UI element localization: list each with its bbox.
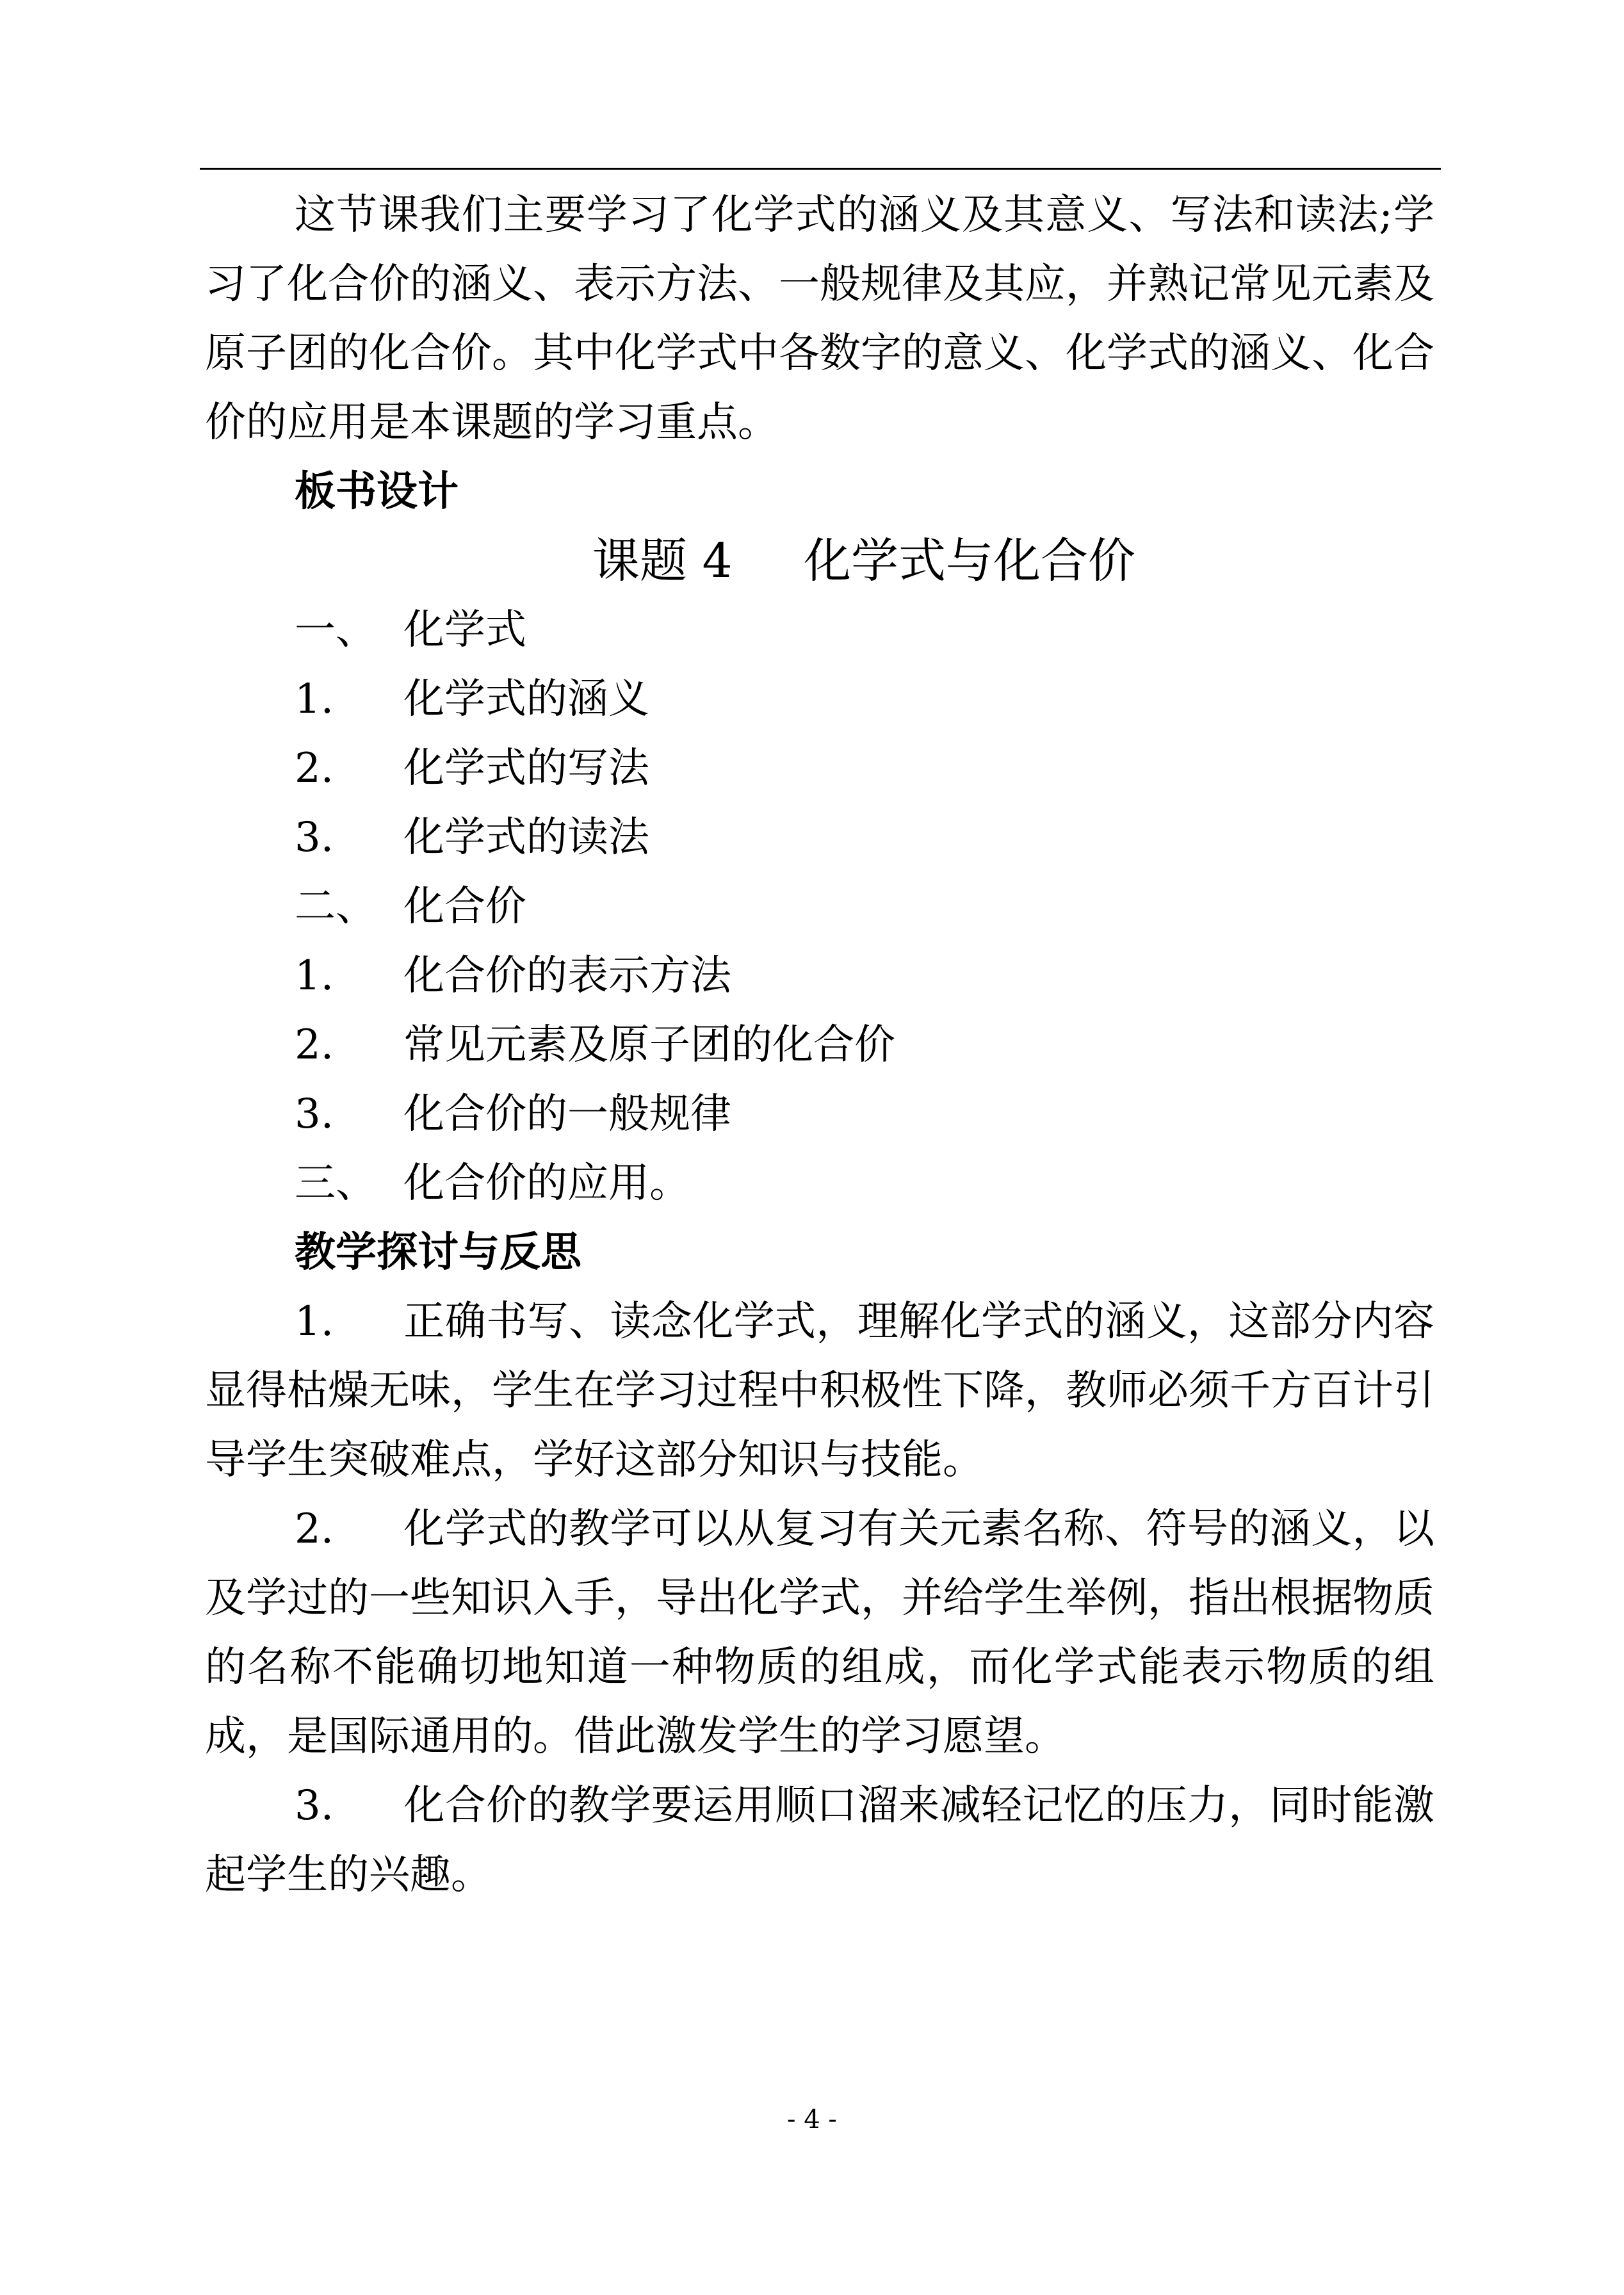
board-title-text: 化学式与化合价 — [804, 533, 1135, 588]
header-rule — [200, 168, 1441, 170]
reflection-heading: 教学探讨与反思 — [295, 1228, 581, 1276]
reflection-marker: 3. — [295, 1782, 334, 1829]
reflection-text: 化学式的教学可以从复习有关元素名称、符号的涵义，以及学过的一些知识入手，导出化学式，并给学生举例，指出根据物质的名称不能确切地知道一种物质的组成，而化学式能表示物质的组成，是国际通用的。借此激发学生的学习愿望。 — [205, 1505, 1434, 1760]
reflection-text: 化合价的教学要运用顺口溜来减轻记忆的压力，同时能激起学生的兴趣。 — [205, 1782, 1434, 1899]
outline-item — [205, 734, 1434, 803]
outline-item — [205, 596, 1434, 665]
outline-marker: 3. — [295, 814, 334, 861]
outline-text: 化学式的涵义 — [403, 676, 649, 723]
outline-item — [205, 872, 1434, 941]
board-title — [205, 526, 1434, 596]
board-title-number: 课题 4 — [592, 533, 733, 588]
reflection-text: 正确书写、读念化学式，理解化学式的涵义，这部分内容显得枯燥无味，学生在学习过程中积极性下降，教师必须千方百计引导学生突破难点，学好这部分知识与技能。 — [205, 1298, 1434, 1484]
outline-item — [205, 1010, 1434, 1080]
outline-text: 化学式 — [403, 606, 526, 654]
outline-item — [205, 665, 1434, 734]
outline-item — [205, 1149, 1434, 1218]
outline-text: 化合价的一般规律 — [403, 1091, 731, 1138]
outline-text: 常见元素及原子团的化合价 — [403, 1021, 895, 1069]
outline-marker: 3. — [295, 1091, 334, 1138]
outline-marker: 一、 — [295, 606, 377, 654]
outline-marker: 1. — [295, 676, 334, 723]
reflection-marker: 2. — [295, 1505, 334, 1553]
outline-item — [205, 941, 1434, 1010]
reflection-item — [205, 1287, 1434, 1495]
board-design-heading: 板书设计 — [295, 467, 459, 515]
reflection-item — [205, 1771, 1434, 1910]
reflection-item — [205, 1495, 1434, 1771]
outline-text: 化合价 — [403, 883, 526, 930]
outline-text: 化合价的表示方法 — [403, 952, 731, 1000]
outline-marker: 1. — [295, 952, 334, 1000]
outline-marker: 2. — [295, 1021, 334, 1069]
outline-text: 化学式的读法 — [403, 814, 649, 861]
outline-text: 化合价的应用。 — [403, 1160, 690, 1207]
outline-item — [205, 803, 1434, 872]
outline-text: 化学式的写法 — [403, 745, 649, 792]
page-number: - 4 - — [787, 2105, 837, 2134]
outline-item — [205, 1080, 1434, 1149]
board-outline — [205, 596, 1434, 1218]
reflection-marker: 1. — [295, 1298, 334, 1345]
summary-paragraph: 这节课我们主要学习了化学式的涵义及其意义、写法和读法;学习了化合价的涵义、表示方法、一般规律及其应，并熟记常见元素及原子团的化合价。其中化学式中各数字的意义、化学式的涵义、化合价的应用是本课题的学习重点。 — [205, 191, 1434, 446]
outline-marker: 三、 — [295, 1160, 377, 1207]
outline-marker: 2. — [295, 745, 334, 792]
outline-marker: 二、 — [295, 883, 377, 930]
page-body — [205, 181, 1434, 1910]
